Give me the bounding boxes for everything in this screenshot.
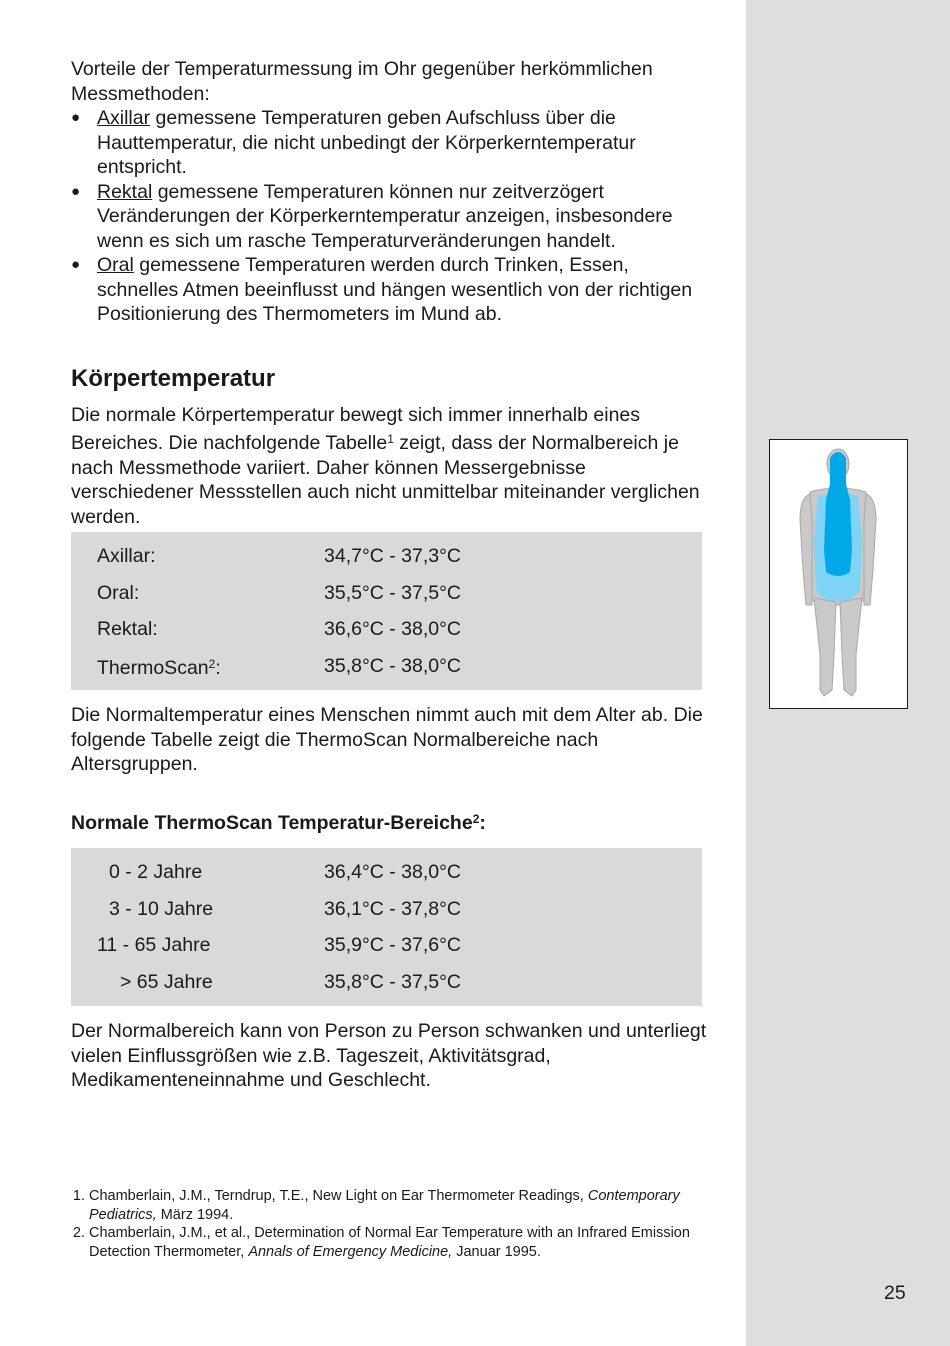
section-title: Körpertemperatur bbox=[71, 364, 276, 392]
paragraph-text: zeigt, dass der Normalbereich je nach Messmethode variiert. Daher können Messergebnisse verschiedener Messstellen auch nicht unmittelbar miteinander verglichen werden. bbox=[71, 432, 700, 528]
intro-text: Vorteile der Temperaturmessung im Ohr gegenüber herkömmlichen Messmethoden: bbox=[71, 58, 653, 105]
bullet-term: Axillar bbox=[97, 107, 151, 129]
page-content bbox=[71, 57, 711, 1093]
age-label: 0 - 2 Jahre bbox=[109, 861, 203, 883]
subtitle-suffix: : bbox=[479, 811, 486, 834]
table-row bbox=[71, 854, 702, 891]
table-row bbox=[71, 648, 702, 685]
bullet-text: gemessene Temperaturen werden durch Trinken, Essen, schnelles Atmen beeinflusst und hängen wesentlich von der richtigen Positionierung des Thermometers im Mund ab. bbox=[97, 254, 693, 325]
section-paragraph bbox=[71, 403, 711, 530]
footnote-date: März 1994. bbox=[156, 1206, 234, 1223]
range-value: 34,7°C - 37,3°C bbox=[324, 545, 461, 567]
range-value: 35,8°C - 38,0°C bbox=[324, 654, 461, 677]
range-value: 36,1°C - 37,8°C bbox=[324, 897, 461, 920]
paragraph-text: Die normale Körpertemperatur bewegt sich immer innerhalb eines Bereiches. Die nachfolgende Tabelle bbox=[71, 403, 641, 454]
age-table-title bbox=[71, 807, 711, 836]
label-suffix: : bbox=[215, 656, 221, 679]
bullet-list bbox=[71, 106, 711, 327]
footnote-ref: 2 bbox=[472, 811, 480, 826]
bullet-text: gemessene Temperaturen geben Aufschluss über die Hauttemperatur, die nicht unbedingt der Körperkerntemperatur entspricht. bbox=[97, 107, 636, 178]
method-range-table bbox=[71, 532, 702, 690]
range-value: 36,4°C - 38,0°C bbox=[324, 861, 461, 883]
table-row bbox=[71, 575, 702, 612]
table-row bbox=[71, 927, 702, 964]
list-item bbox=[71, 253, 711, 327]
age-range-table bbox=[71, 848, 702, 1006]
footnote-item bbox=[89, 1187, 711, 1224]
body-temperature-figure bbox=[769, 439, 908, 709]
footnote-source: Contemporary Pediatrics, bbox=[89, 1188, 680, 1223]
method-label: Axillar: bbox=[97, 545, 156, 567]
footnote-text: Chamberlain, J.M., et al., Determination of Normal Ear Temperature with an Infrared Emission Detection Thermometer, bbox=[89, 1225, 690, 1260]
age-label: 11 - 65 Jahre bbox=[97, 934, 211, 956]
table-row bbox=[71, 538, 702, 575]
range-value: 35,9°C - 37,6°C bbox=[324, 934, 461, 956]
human-body-icon bbox=[770, 440, 906, 707]
page-number: 25 bbox=[884, 1282, 906, 1304]
footnote-date: Januar 1995. bbox=[452, 1243, 541, 1260]
footnote-source: Annals of Emergency Medicine, bbox=[248, 1243, 453, 1260]
footnote-ref: 1 bbox=[387, 432, 394, 446]
list-item bbox=[71, 106, 711, 180]
range-value: 35,8°C - 37,5°C bbox=[324, 970, 461, 993]
table-row bbox=[71, 964, 702, 1001]
label-text: ThermoScan bbox=[97, 656, 209, 679]
bullet-term: Oral bbox=[97, 254, 134, 276]
footnote-item bbox=[89, 1224, 711, 1261]
age-paragraph: Die Normaltemperatur eines Menschen nimmt auch mit dem Alter ab. Die folgende Tabelle zeigt die ThermoScan Normalbereiche nach Altersgruppen. bbox=[71, 704, 703, 775]
bullet-term: Rektal bbox=[97, 180, 153, 203]
range-value: 36,6°C - 38,0°C bbox=[324, 618, 461, 640]
footnote-text: Chamberlain, J.M., Terndrup, T.E., New Light on Ear Thermometer Readings, bbox=[89, 1188, 588, 1204]
list-item bbox=[71, 180, 711, 254]
age-label: > 65 Jahre bbox=[120, 970, 213, 993]
footnote-ref: 2 bbox=[208, 656, 216, 671]
footnotes bbox=[71, 1187, 711, 1261]
table-row bbox=[71, 891, 702, 928]
range-value: 35,5°C - 37,5°C bbox=[324, 581, 461, 604]
bullet-text: gemessene Temperaturen können nur zeitverzögert Veränderungen der Körperkerntemperatur anzeigen, insbesondere wenn es sich um rasche Temperaturveränderungen handelt. bbox=[97, 180, 673, 252]
closing-paragraph: Der Normalbereich kann von Person zu Person schwanken und unterliegt vielen Einflussgrößen wie z.B. Tageszeit, Aktivitätsgrad, Medikamenteneinnahme und Geschlecht. bbox=[71, 1020, 707, 1091]
method-label: Rektal: bbox=[97, 618, 158, 640]
method-label: Oral: bbox=[97, 581, 140, 604]
subtitle-text: Normale ThermoScan Temperatur-Bereiche bbox=[71, 811, 473, 834]
method-label bbox=[71, 652, 324, 681]
age-label: 3 - 10 Jahre bbox=[109, 897, 214, 920]
table-row bbox=[71, 611, 702, 648]
